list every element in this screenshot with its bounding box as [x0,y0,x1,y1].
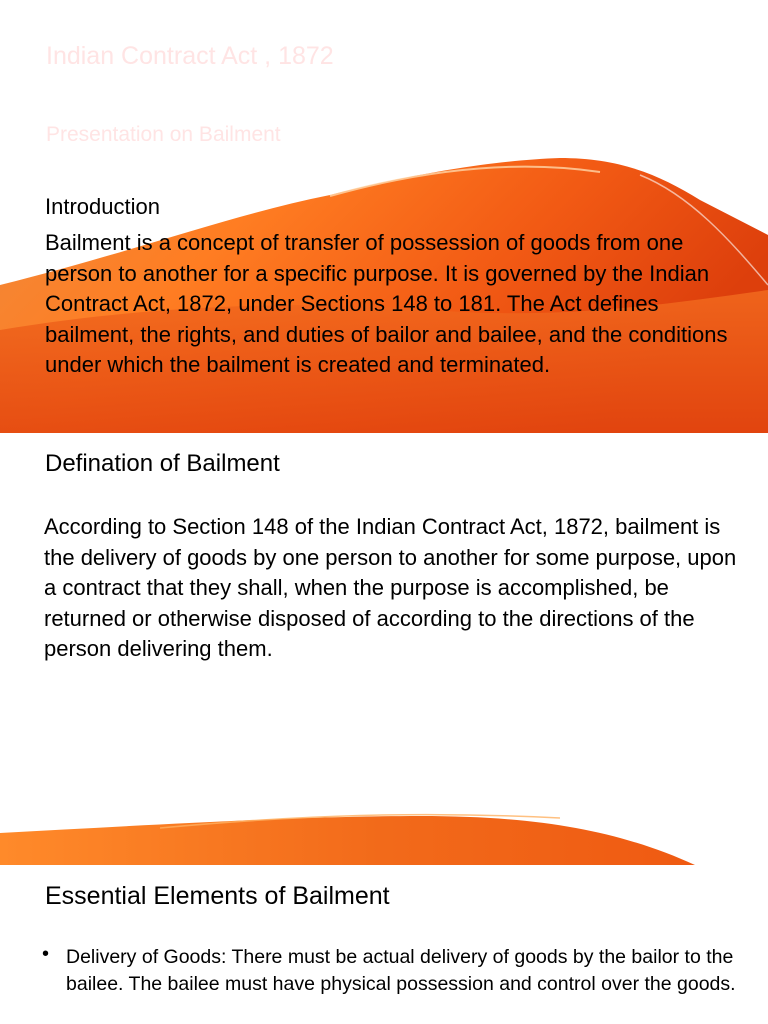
section-heading: Introduction [45,194,160,219]
section-body: According to Section 148 of the Indian Contract Act, 1872, bailment is the delivery of goods by one person to another for some purpose, upon a contract that they shall, when the purpose is accomplished, be returned or otherwise disposed of according to the directions of the person delivering them. [44,514,737,662]
section-heading: Defination of Bailment [45,450,280,477]
presentation-title: Indian Contract Act , 1872 [46,42,334,70]
section-body: Bailment is a concept of transfer of possession of goods from one person to another for a specific purpose. It is governed by the Indian Contract Act, 1872, under Sections 148 to 181. The Act defines bailment, the rights, and duties of bailor and bailee, and the conditions under which the bailment is created and terminated. [45,230,728,378]
bullet-icon: • [42,943,50,965]
presentation-subtitle: Presentation on Bailment [46,123,281,146]
slide-definition [0,433,768,865]
bullet-item: Delivery of Goods: There must be actual delivery of goods by the bailor to the bailee. The bailee must have physical possession and control over the goods. [66,946,736,995]
slide-title [0,0,768,433]
slide-elements [0,865,768,1024]
section-heading: Essential Elements of Bailment [45,882,390,910]
